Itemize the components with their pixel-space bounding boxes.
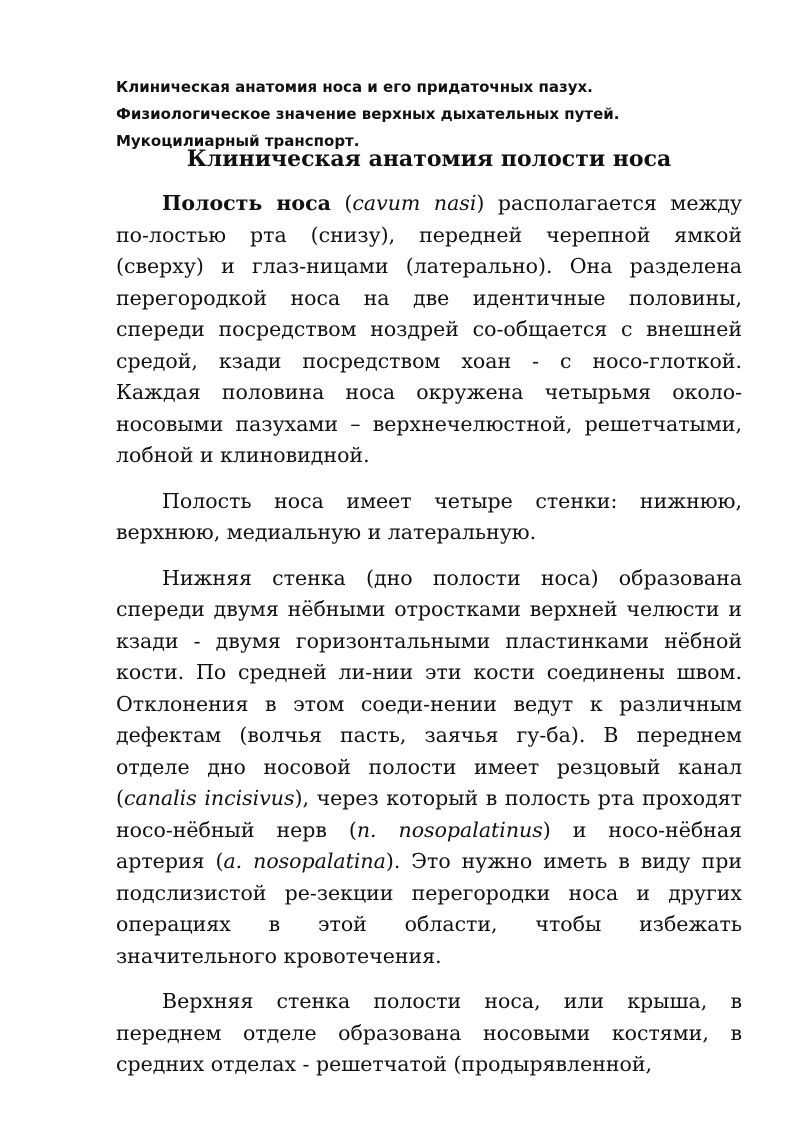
text-span: ) располагается между по-лостью рта (снизу), передней черепной ямкой (сверху) и глаз-ницами (латерально). Она разделена перегородкой носа на две идентичные половины, спереди посредством ноздрей со-общается с внешней средой, кзади посредством хоан - с носо-глоткой. Каждая половина носа окружена четырьмя около-носовыми пазухами – верхнечелюстной, решетчатыми, лобной и клиновидной. [116, 191, 743, 467]
document-header: Клиническая анатомия носа и его придаточных пазух. Физиологическое значение верхных дыхательных путей. Мукоцилиарный транспорт. [116, 78, 620, 150]
latin-term: n. nosopalatinus [356, 817, 543, 842]
text-span: Нижняя стенка (дно полости носа) образована спереди двумя нёбными отростками верхней челюсти и кзади - двумя горизонтальными пластинками нёбной кости. По средней ли-нии эти кости соединены швом. Отклонения в этом соеди-нении ведут к различным дефектам (волчья пасть, заячья гу-ба). В переднем отделе дно носовой полости имеет резцовый канал ( [116, 565, 742, 810]
text-span: ) и носо-нёбная артерия ( [116, 817, 742, 873]
latin-term: cavum nasi [352, 191, 477, 215]
text-span: ( [330, 191, 353, 215]
text-span: ), через который в полость рта проходят носо-нёбный нерв ( [116, 786, 742, 842]
latin-term: a. nosopalatina [223, 849, 386, 873]
paragraph-1 [116, 188, 742, 472]
paragraph-2: Полость носа имеет четыре стенки: нижнюю, верхнюю, медиальную и латеральную. [116, 488, 742, 544]
paragraph-4: Верхняя стенка полости носа, или крыша, в переднем отделе образована носовыми костями, в средних отделах - решетчатой (продырявленной, [116, 989, 742, 1076]
paragraph-3 [116, 563, 742, 973]
text-span: ). Это нужно иметь в виду при подслизистой ре-зекции перегородки носа и других операциях в этой области, чтобы избежать значительного кровотечения. [116, 849, 742, 968]
term-bold: Полость носа [162, 191, 331, 215]
section-title: Клиническая анатомия полости носа [186, 146, 672, 172]
body-text [116, 188, 742, 1095]
latin-term: canalis incisivus [124, 786, 295, 810]
